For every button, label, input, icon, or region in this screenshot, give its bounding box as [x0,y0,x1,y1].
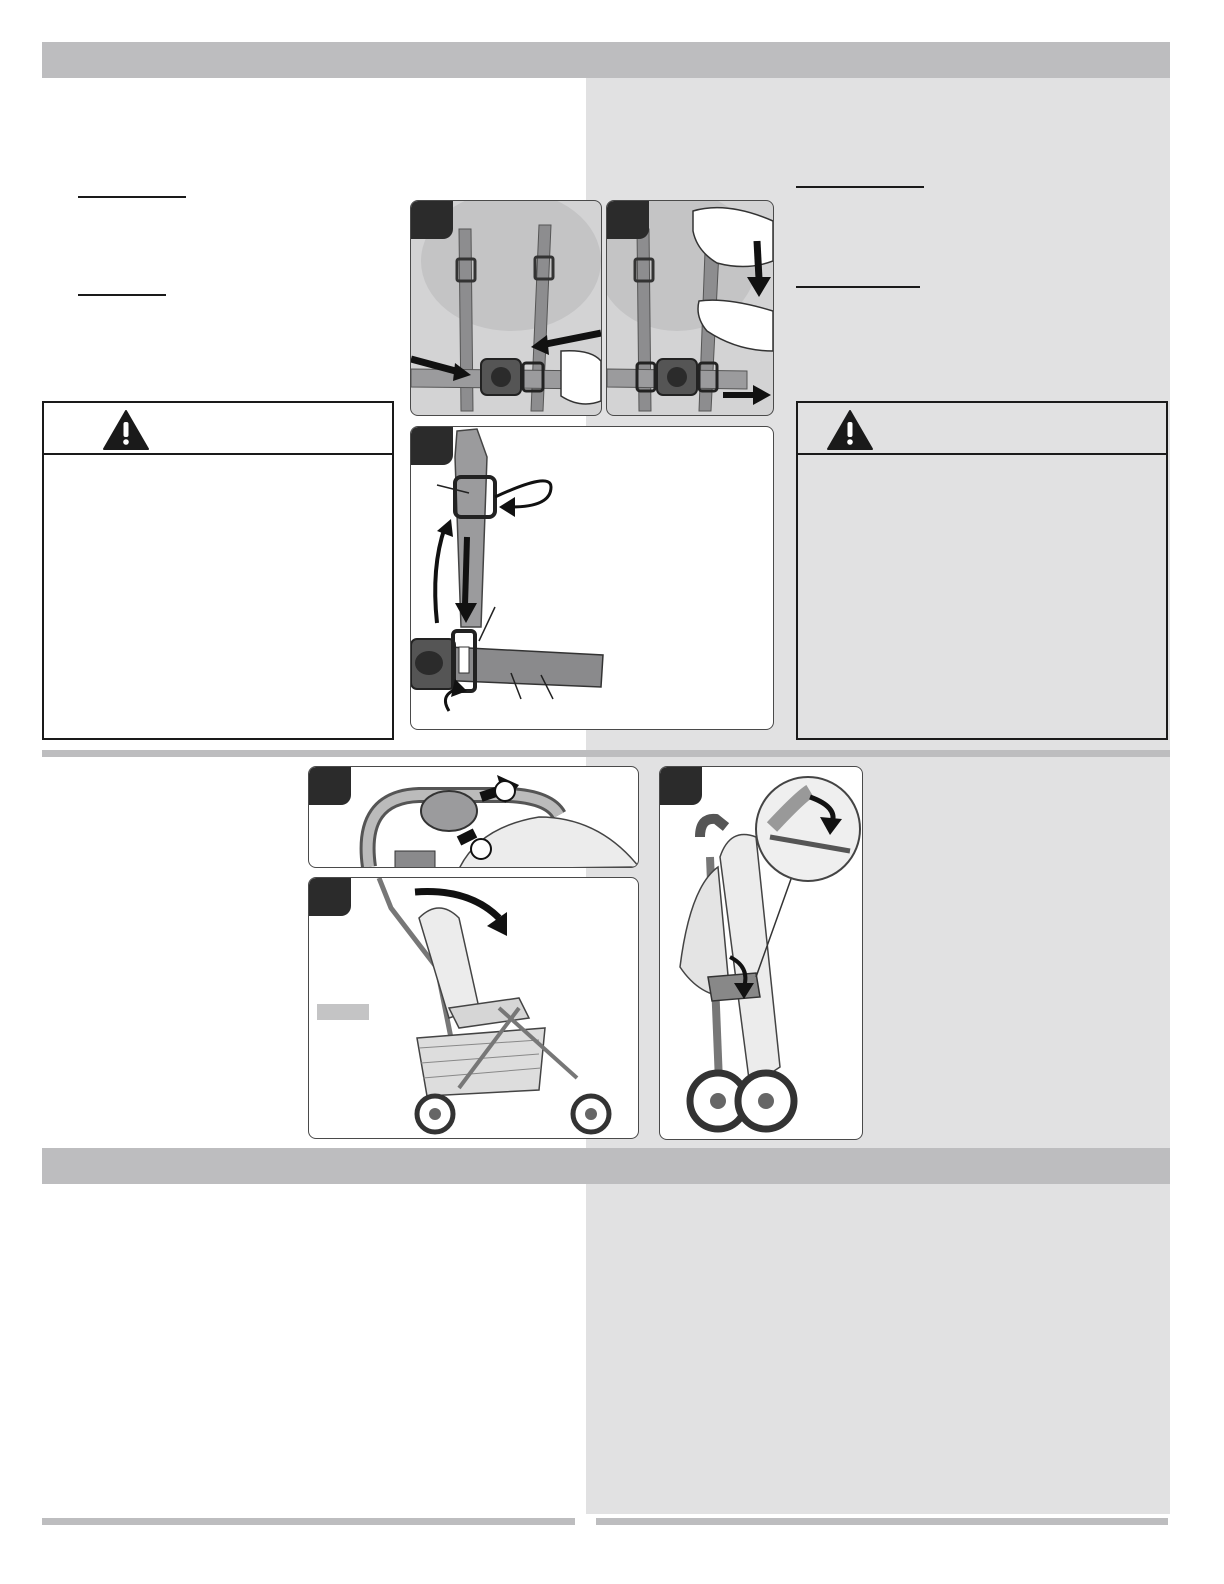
arrow-icon [459,833,475,841]
arrow-icon [465,537,467,605]
figure-harness-tighten [606,200,774,416]
figure-folded-stroller [659,766,863,1140]
section-header-bar-top [42,42,1170,78]
warning-header [798,403,1166,455]
figure-harness-buckle [410,200,602,416]
footer-rule-right [596,1518,1168,1525]
step-number-tab [411,201,453,239]
canopy-release-illustration [309,767,639,868]
folded-stroller-illustration [660,767,863,1140]
curved-arrow-icon [435,527,445,623]
subheading-underline [78,196,186,198]
strap-threading-illustration [411,427,774,730]
figure-canopy-release [308,766,639,868]
curved-arrow-icon [495,481,551,507]
step-number-tab [309,767,351,805]
subheading-underline [78,294,166,296]
subheading-underline [796,186,924,188]
arrow-icon [757,241,759,279]
warning-box-right [796,401,1168,740]
warning-box-left [42,401,394,740]
section-divider-bar [42,750,1170,757]
warning-triangle-icon [826,409,874,451]
figure-fold-seat [308,877,639,1139]
step-number-tab [660,767,702,805]
step-number-tab [607,201,649,239]
footer-rule-left [42,1518,575,1525]
subheading-underline [796,286,920,288]
right-column-panel-lower [586,1184,1170,1514]
warning-header [44,403,392,455]
step-number-tab [309,878,351,916]
section-header-bar-lower [42,1148,1170,1184]
figure-strap-threading [410,426,774,730]
step-number-tab [411,427,453,465]
warning-triangle-icon [102,409,150,451]
fold-seat-illustration [309,878,639,1139]
arrow-icon [541,333,601,345]
